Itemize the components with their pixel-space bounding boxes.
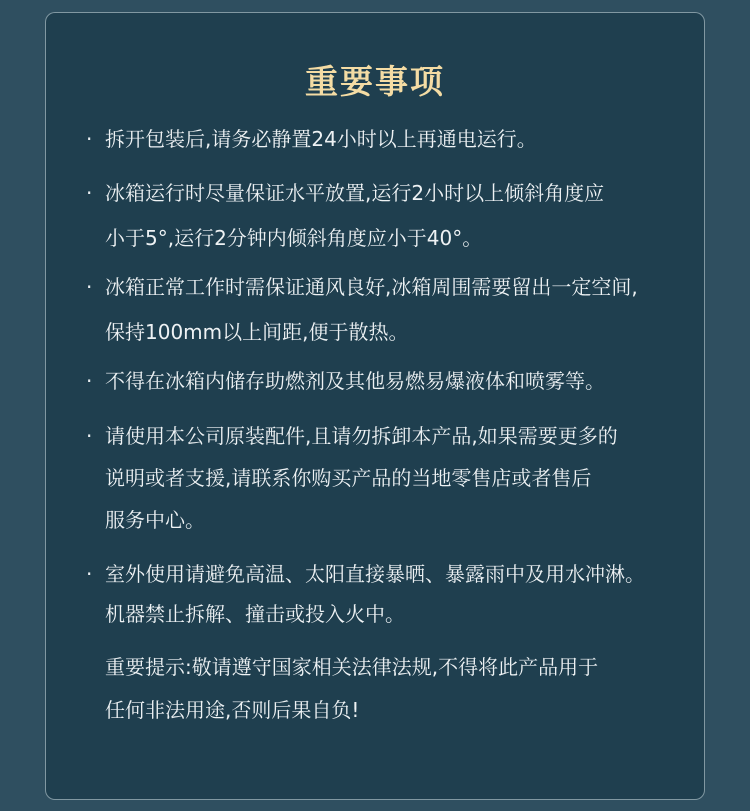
- item-text-line: 说明或者支援,请联系你购买产品的当地零售店或者售后: [105, 466, 592, 490]
- bullet-dot: ·: [86, 181, 93, 205]
- item-text-line: 不得在冰箱内储存助燃剂及其他易燃易爆液体和喷雾等。: [105, 369, 605, 393]
- bullet-dot: ·: [86, 424, 93, 448]
- bullet-dot: ·: [86, 275, 93, 299]
- notice-list: [46, 13, 704, 799]
- item-text-line: 冰箱运行时尽量保证水平放置,运行2小时以上倾斜角度应: [105, 181, 605, 205]
- item-text-line: 拆开包装后,请务必静置24小时以上再通电运行。: [105, 127, 537, 151]
- item-text-line: 保持100mm以上间距,便于散热。: [105, 320, 409, 344]
- item-text-line: 室外使用请避免高温、太阳直接暴晒、暴露雨中及用水冲淋。: [105, 562, 645, 586]
- bullet-dot: ·: [86, 369, 93, 393]
- item-text-line: 机器禁止拆解、撞击或投入火中。: [105, 602, 405, 626]
- notice-text-line: 任何非法用途,否则后果自负!: [105, 698, 360, 722]
- item-text-line: 冰箱正常工作时需保证通风良好,冰箱周围需要留出一定空间,: [105, 275, 638, 299]
- item-text-line: 服务中心。: [105, 508, 205, 532]
- notice-text-line: 重要提示:敬请遵守国家相关法律法规,不得将此产品用于: [105, 655, 599, 679]
- bullet-dot: ·: [86, 127, 93, 151]
- bullet-dot: ·: [86, 562, 93, 586]
- page-title: 重要事项: [305, 62, 445, 101]
- item-text-line: 请使用本公司原装配件,且请勿拆卸本产品,如果需要更多的: [105, 424, 618, 448]
- notice-card: [45, 12, 705, 800]
- item-text-line: 小于5°,运行2分钟内倾斜角度应小于40°。: [105, 226, 483, 250]
